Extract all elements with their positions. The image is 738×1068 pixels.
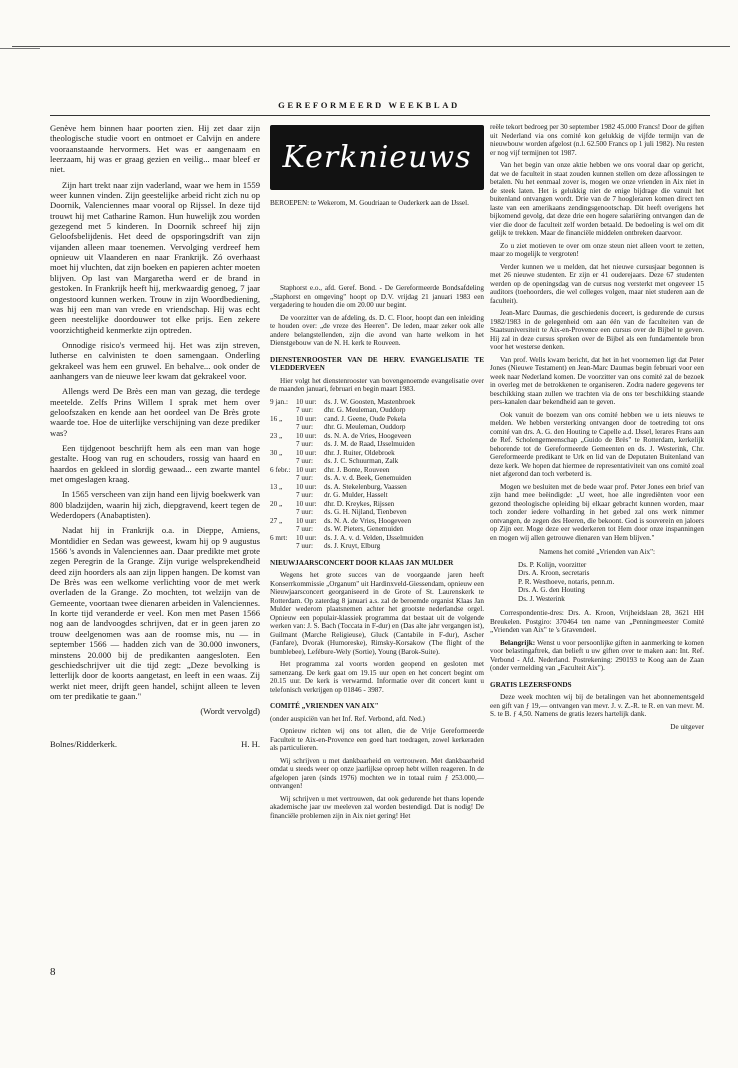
- gratis-heading: GRATIS LEZERSFONDS: [490, 680, 572, 689]
- roster-name: dhr. D. Kreykes, Rijssen: [324, 499, 395, 508]
- roster-row: [270, 466, 484, 475]
- comite-paragraph: Wij schrijven u met vertrouwen, dat ook gedurende het thans lopende akademische jaar uw meeleven zal worden bestendigd. Dat is nodig! De financiële problemen zijn in Aix niet gering! Het: [270, 794, 484, 820]
- roster-time: 10 uur:: [296, 516, 317, 525]
- names-list: [518, 561, 704, 604]
- roster-row: [270, 474, 484, 483]
- roster-name: cand. J. Geene, Oude Pekela: [324, 414, 407, 423]
- comite-paragraph: Wij schrijven u met dankbaarheid en vertrouwen. Met dankbaarheid omdat u steeds weer op onze jaarlijkse oproep hebt willen reageren. In de afgelopen jaren (sinds 1976) mochten we in totaal ruim ƒ 253.000,— ontvangen!: [270, 756, 484, 790]
- roster-time: 10 uur:: [296, 414, 317, 423]
- roster-time: 10 uur:: [296, 448, 317, 457]
- roster-row: [270, 423, 484, 432]
- article-paragraph: Onnodige risico's vermeed hij. Het was zijn streven, lutherse en calvinisten te doen samengaan. Onderling gekrakeel was hem een gruwel. En behalve... ook onder de aanhangers van de nieuwe leer kwam dat gekrakeel voor.: [50, 339, 260, 381]
- roster-time: 7 uur:: [296, 457, 313, 465]
- roster-date: 6 mrt:: [270, 533, 288, 542]
- roster-row: [270, 500, 484, 509]
- roster-time: 10 uur:: [296, 431, 317, 440]
- roster-name: ds. J. A. v. d. Velden, IJsselmuiden: [324, 533, 424, 542]
- author-initials: H. H.: [241, 738, 260, 749]
- roster-name: ds. J. Kruyt, Elburg: [324, 542, 381, 550]
- roster-date: 6 febr.:: [270, 465, 291, 474]
- roster-name: ds. J. M. de Raad, IJsselmuiden: [324, 440, 415, 448]
- roster-row: [270, 517, 484, 526]
- beroepen-notice: BEROEPEN: te Wekerom, M. Goudriaan te Ouderkerk aan de IJssel.: [270, 199, 469, 207]
- top-rule-left: [0, 48, 40, 49]
- article-paragraph: Een tijdgenoot beschrijft hem als een man van hoge gestalte. Hoog van rug en schouders, rossig van haard en haardos en gekleed in slordig gewaad... een zwarte mantel met omgeslagen kraag.: [50, 442, 260, 484]
- top-rule: [12, 46, 730, 47]
- comite-paragraph: Jean-Marc Daumas, die geschiedenis doceert, is gedurende de cursus 1982/1983 in de gelegenheid om aan één van de faculteiten van de Staatsuniversiteit te Aix-en-Provence een cursus over de Bijbel te geven. Hij zal in deze cursus spreken over de Bijbel als een fundamentele bron voor het westerse denken.: [490, 309, 704, 351]
- roster-date: [270, 423, 296, 432]
- continued-note: (Wordt vervolgd): [200, 706, 260, 717]
- roster-name: dhr. G. Meuleman, Ouddorp: [324, 406, 406, 414]
- roster-time: 7 uur:: [296, 440, 313, 448]
- roster-time: 10 uur:: [296, 465, 317, 474]
- roster-date: 9 jan.:: [270, 397, 288, 406]
- roster-name: ds. A. Stekelenburg, Vaassen: [324, 482, 407, 491]
- roster-name: ds. J. C. Schuurman, Zalk: [324, 457, 399, 465]
- belangrijk-label: Belangrijk:: [500, 638, 536, 647]
- roster-name: ds. W. Pieters, Genemuiden: [324, 525, 404, 533]
- article-paragraph: Genève hem binnen haar poorten zien. Hij zet daar zijn theologische studie voort en ontmoet er Calvijn en andere vooraanstaande hervormers. Het was er aangenaam en leerzaam, hij was er graag gezien en veilig... maar bleef er niet.: [50, 123, 260, 175]
- roster-row: [270, 534, 484, 543]
- roster-time: 7 uur:: [296, 491, 313, 499]
- roster-date: 23 „: [270, 431, 283, 440]
- roster-row: [270, 398, 484, 407]
- roster-date: [270, 440, 296, 449]
- roster-row: [270, 457, 484, 466]
- roster-heading: DIENSTENROOSTER VAN DE HERV. EVANGELISATIE TE VLEDDERVEEN: [270, 355, 484, 372]
- belangrijk-text: Wenst u voor persoonlijke giften in aanmerking te komen voor belastingaftrek, dan belieft u uw giften over te maken aan: Int. Ref. Verbond - Afd. Nederland. Postrekening: 290193 te Koog aan de Zaan (onder vermelding van „Faculteit Aix").: [490, 638, 704, 673]
- roster-name: dhr. J. Ruiter, Oldebroek: [324, 448, 395, 457]
- roster-name: ds. J. W. Goosten, Mastenbroek: [324, 397, 416, 406]
- staphorst-notice: Staphorst e.o., afd. Geref. Bond. - De Gereformeerde Bondsafdeling „Staphorst en omgeving" hoopt op D.V. vrijdag 21 januari 1983 een vergadering te houden die om 20.00 uur begint.: [270, 284, 484, 309]
- author-place: Bolnes/Ridderkerk.: [50, 738, 118, 749]
- article-paragraph: Nadat hij in Frankrijk o.a. in Dieppe, Amiens, Montdidier en Sedan was geweest, kwam hij op 9 augustus 1566 's avonds in Valenciennes aan. Daar predikte met grote zegen Peregrin de la Grange. Zijn vurige welsprekendheid deed zijn hoorders als aan zijn lippen hangen. De komst van De Brès was een welkome verlichting voor de met werk overladen de la Grange. Zo mochten, tot welzijn van de Gemeente, voortaan twee dienaren arbeiden in Valenciennes. In korte tijd veranderde er veel. Kon men met Pasen 1566 nog aan de landvoogdes schrijven, dat er in geen jaren zo trouw deelgenomen was aan de roomse mis, nu — in september 1566 — hadden zich van de 30.000 inwoners, minstens 20.000 bij de predikanten aangesloten. Een geschiedschrijver uit die tijd zegt: „Deze bevolking is letterlijk door de koorts aangetast, en leeft in een waas. Zij werkt niet meer, drijft geen handel, schijnt alleen te leven om ter predikatie te gaan.": [50, 525, 260, 701]
- article-paragraph: In 1565 verscheen van zijn hand een lijvig boekwerk van 800 bladzijden, waarin hij zich, diepgravend, keert tegen de Wederdopers (Anabaptisten).: [50, 489, 260, 521]
- roster-row: [270, 525, 484, 534]
- roster-date: [270, 525, 296, 534]
- column-1: [50, 123, 260, 749]
- column-3: [490, 123, 704, 731]
- comite-paragraph: Ook vanuit de boezem van ons comité hebben we u iets nieuws te melden. We hebben versterking ontvangen door de toetreding tot ons comité van drs. A. G. den Houting te Capelle a.d. IJssel, lerares Frans aan de Ref. Scholengemeenschap „Guido de Brès" te Rotterdam, kerkelijk behorende tot de Gereformeerde Gemeenten en ds. J. Westerink, Chr. Gereformeerde predikant te Urk en lid van de Deputaten Buitenland van deze kerk. We hopen dat hiermee de representativiteit van ons comité zoal niet afgerond dan toch verbeterd is.: [490, 410, 704, 478]
- name-entry: Drs. A. Kroon, secretaris: [518, 569, 590, 578]
- roster-date: [270, 508, 296, 517]
- roster-row: [270, 415, 484, 424]
- article-paragraph: Allengs werd De Brès een man van gezag, die terdege meetelde. Zelfs Prins Willem I sprak met hem over geloofszaken en kende aan het oordeel van De Brès grote waarde toe. Hoe de uiterlijke verschijning van deze prediker was?: [50, 386, 260, 438]
- concert-paragraph: Wegens het grote succes van de voorgaande jaren heeft Konserrkommissie „Organum" uit Hardinxveld-Giessendam, opnieuw een Nieuwjaarsconcert georganiseerd in de Grote of St. Laurenskerk te Rotterdam. Op zaterdag 8 januari a.s. zal de beroemde organist Klaas Jan Mulder wederom plaatsnemen achter het grootste nederlandse orgel. Opnieuw een populair-klassiek programma dat bestaat uit de volgende werken van: J. S. Bach (Toccata in F-dur) en (Das alte jahr vergangen ist), Guilmant (Marche Religieuse), Gluck (Cantabile in F-dur), Ascher (Fanfare), Dvorak (Humoreske), Rimsky-Korsakow (The flight of the bumblebee), Lefébure-Wely (Sortie), Young (Barok-Suite).: [270, 571, 484, 656]
- name-entry: Ds. J. Westerink: [518, 594, 565, 603]
- roster-date: [270, 491, 296, 500]
- roster-date: [270, 474, 296, 483]
- name-entry: Ds. P. Kolijn, voorzitter: [518, 560, 587, 569]
- header-rule: [50, 115, 710, 116]
- gratis-signature: De uitgever: [670, 722, 704, 731]
- roster-date: 27 „: [270, 516, 283, 525]
- article-paragraph: Zijn hart trekt naar zijn vaderland, waar we hem in 1559 weer kunnen vinden. Zijn geestelijke arbeid richt zich nu op Doornik, Valenciennes maar vooral op Rijssel. In deze tijd trouwt hij met Catharine Ramon. Hun huwelijk zou worden gezegend met 5 kinderen. In Doornik schreef hij zijn Geloofsbelijdenis. Het deed de opsporingsdrift van zijn vijanden alleen maar toenemen. Vervolging verdreef hem opnieuw uit Vlaanderen en naar Frankrijk. Zó overhaast moet hij vluchten, dat zijn boeken en papieren achter moeten blijven. Op last van Margaretha werd er de brand in gestoken. In Frankrijk heeft hij, merkwaardig genoeg, 7 jaar ongestoord kunnen werken. Trouw in zijn Woordbediening, was hij een man van vrede en vriendschap. Hij was echt geen neestelijke doordouwer tot elke prijs. Een zekere voorzichtigheid kenmerkte zijn optreden.: [50, 179, 260, 335]
- roster-name: ds. N. A. de Vries, Hoogeveen: [324, 431, 412, 440]
- roster-time: 7 uur:: [296, 423, 313, 431]
- roster-name: ds. N. A. de Vries, Hoogeveen: [324, 516, 412, 525]
- name-entry: Drs. A. G. den Houting: [518, 586, 585, 595]
- names-title: Namens het comité „Vrienden van Aix":: [538, 548, 656, 556]
- roster-time: 10 uur:: [296, 499, 317, 508]
- roster-name: dhr. G. Meuleman, Ouddorp: [324, 423, 406, 431]
- roster-time: 7 uur:: [296, 508, 313, 516]
- roster-date: 20 „: [270, 499, 283, 508]
- roster-date: 30 „: [270, 448, 283, 457]
- concert-paragraph: Het programma zal voorts worden geopend en gesloten met samenzang. De kerk gaat om 19.15 uur open en het concert begint om 20.15 uur. De kerk is verwarmd. Informatie over dit concert kunt u telefonisch verkrijgen op 01846 - 3987.: [270, 660, 484, 694]
- roster-row: [270, 432, 484, 441]
- roster-row: [270, 406, 484, 415]
- roster-time: 10 uur:: [296, 533, 317, 542]
- belangrijk-notice: [490, 639, 704, 673]
- name-entry: P. R. Westhoeve, notaris, penn.m.: [518, 577, 615, 586]
- roster-row: [270, 483, 484, 492]
- comite-paragraph: Van prof. Wells kwam bericht, dat het in het voornemen ligt dat Peter Jones (Nieuwe Testament) en Jean-Marc Daumas begin februari voor een week naar Nederland komen. De voorzitter van ons comité zal de bezoek in overleg met de betrokkenen te organiseren. Zodra nadere gegevens ter beschikking staan zullen we trachten via de ons ter beschikking staande pers-kanalen daar bekendheid aan te geven.: [490, 355, 704, 406]
- concert-heading: NIEUWJAARSCONCERT DOOR KLAAS JAN MULDER: [270, 558, 454, 567]
- roster-date: [270, 457, 296, 466]
- roster-time: 10 uur:: [296, 482, 317, 491]
- kerknieuws-banner: [270, 125, 484, 190]
- roster-row: [270, 449, 484, 458]
- roster-row: [270, 542, 484, 551]
- roster-date: [270, 406, 296, 415]
- roster-intro: Hier volgt het dienstenrooster van bovengenoemde evangelisatie over de maanden januari, februari en begin maart 1983.: [270, 376, 484, 393]
- roster-name: ds. A. v. d. Beek, Genemuiden: [324, 474, 412, 482]
- comite-subheading: (onder auspiciën van het Inf. Ref. Verbond, afd. Ned.): [270, 714, 425, 723]
- comite-paragraph: Verder kunnen we u melden, dat het nieuwe cursusjaar begonnen is met 26 nieuwe studenten. Er zijn er 41 ouderejaars. Deze 67 studenten werden op de openingsdag van de cursus nog versterkt met ongeveer 15 auditors (toehoorders, die wel colleges volgen, maar niet studeren aan de faculteit).: [490, 262, 704, 305]
- comite-paragraph: reële tekort bedroeg per 30 september 1982 45.000 Francs! Door de giften uit Nederland via ons comité kon gelukkig de vijfde termijn van de nieuwbouw worden afgelost (n.l. 62.500 Francs op 1 juli 1982). Nu resten er nog vijf termijnen tot 1987.: [490, 123, 704, 157]
- roster-name: dr. G. Mulder, Hasselt: [324, 491, 388, 499]
- publication-header: GEREFORMEERD WEEKBLAD: [278, 100, 460, 110]
- roster-date: 16 „: [270, 414, 283, 423]
- roster-name: dhr. J. Bonte, Rouveen: [324, 465, 390, 474]
- gratis-paragraph: Deze week mochten wij bij de betalingen van het abonnementsgeld een gift van ƒ 19,— ontvangen van mevr. J. v. Z.-R. te R. en van mevr. M. S. te B. ƒ 4,50. Namens de gratis lezers hartelijk dank.: [490, 693, 704, 719]
- roster-time: 7 uur:: [296, 542, 313, 550]
- roster-row: [270, 491, 484, 500]
- roster-time: 7 uur:: [296, 525, 313, 533]
- comite-paragraph: Mogen we besluiten met de bede waar prof. Peter Jones een brief van zijn hand mee beëindigde: „U weet, hoe alle ingrediënten voor een gezond theologische opleiding bij elkaar gebracht kunnen worden, maar toch zonder iedere volharding in het gebed zal ons werk nimmer ontvangen, de zegen des Heeren, die bekoont. God is souverein en jaloers op Zijn eer. Moge deze eer wederkeren tot Hem door onze inspanningen en mogen wij allen getrouwe dienaren van Hem blijven.": [490, 482, 704, 542]
- voorzitter-notice: De voorzitter van de afdeling, ds. D. C. Floor, hoopt dan een inleiding te houden over: „de vreze des Heeren". De leden, maar zeker ook alle andere belangstellenden, zijn die avond van harte welkom in het Dienstgebouw van de N. H. kerk te Rouveen.: [270, 313, 484, 347]
- roster-time: 7 uur:: [296, 474, 313, 482]
- roster-table: [270, 398, 484, 551]
- roster-row: [270, 440, 484, 449]
- comite-heading: COMITÉ „VRIENDEN VAN AIX": [270, 702, 379, 710]
- author-signature: [50, 739, 260, 749]
- roster-date: 13 „: [270, 482, 283, 491]
- roster-time: 10 uur:: [296, 397, 317, 406]
- roster-row: [270, 508, 484, 517]
- comite-paragraph: Opnieuw richten wij ons tot allen, die de Vrije Gereformeerde Faculteit te Aix-en-Provence een goed hart toedragen, zowel kerkeraden als particulieren.: [270, 727, 484, 752]
- column-2: [270, 284, 484, 824]
- roster-time: 7 uur:: [296, 406, 313, 414]
- banner-title: Kerknieuws: [282, 140, 472, 175]
- roster-date: [270, 542, 296, 551]
- roster-name: ds. G. H. Nijland, Tienbeven: [324, 508, 407, 516]
- comite-paragraph: Zo u ziet motieven te over om onze steun niet alleen voort te zetten, maar zo mogelijk te vergroten!: [490, 241, 704, 258]
- page-number: 8: [50, 966, 56, 978]
- comite-paragraph: Van het begin van onze aktie hebben we ons vooral daar op gericht, dat we de faculteit in staat zouden kunnen stellen om deze aflossingen te betalen. Nu het eenmaal zover is, mogen we onze vrienden in Aix niet in de steek laten. Het is gelukkig niet de enige bijdrage die vanuit het buitenland ontvangen wordt. Drie van de 7 hoogleraren komen direct ten laste van een amerikaans zendingsgenootschap. Dit heeft overigens het bijkomend gevolg, dat deze drie een hogere salariëring ontvangen dan de vier die door de faculteit zelf worden betaald. De bedoeling is wel om dit gelijk te trekken. Maar de financiële middelen ontbreken daarvoor.: [490, 161, 704, 237]
- correspondence-address: Correspondentie-dres: Drs. A. Kroon, Vrijheidslaan 28, 3621 HH Breukelen. Postgiro: 370464 ten name van „Penningmeester Comité „Vrienden van Aix" te 's Gravendeel.: [490, 609, 704, 635]
